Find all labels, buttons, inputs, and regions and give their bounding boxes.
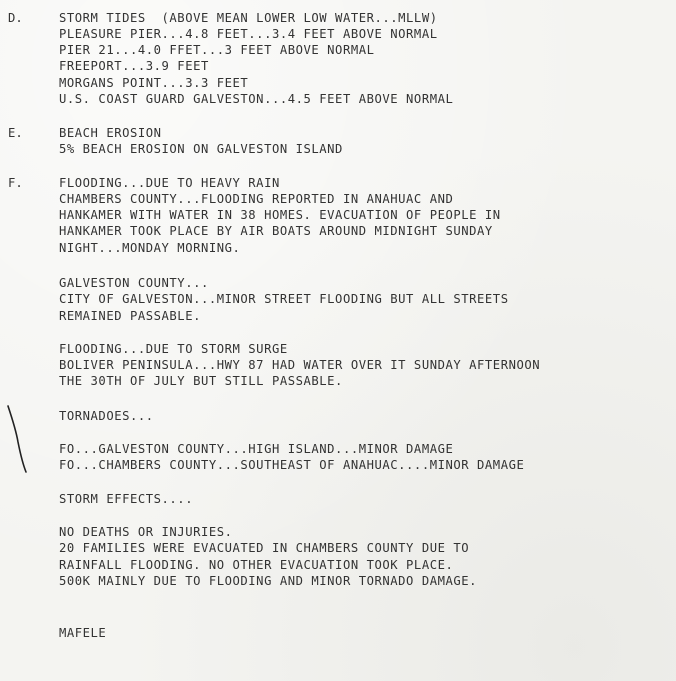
text-line: THE 30TH OF JULY BUT STILL PASSABLE. — [59, 374, 343, 388]
section-label-f: F. — [8, 176, 23, 190]
pen-mark-icon — [2, 404, 32, 474]
text-line: FLOODING...DUE TO STORM SURGE — [59, 342, 288, 356]
text-line: CHAMBERS COUNTY...FLOODING REPORTED IN ANAHUAC AND — [59, 192, 454, 206]
section-label-e: E. — [8, 126, 23, 140]
text-line: FO...GALVESTON COUNTY...HIGH ISLAND...MINOR DAMAGE — [59, 442, 454, 456]
text-line: 5% BEACH EROSION ON GALVESTON ISLAND — [59, 142, 343, 156]
text-line: PIER 21...4.0 FFET...3 FEET ABOVE NORMAL — [59, 43, 375, 57]
text-line: BOLIVER PENINSULA...HWY 87 HAD WATER OVER IT SUNDAY AFTERNOON — [59, 358, 541, 372]
text-line: REMAINED PASSABLE. — [59, 309, 201, 323]
text-line: 20 FAMILIES WERE EVACUATED IN CHAMBERS COUNTY DUE TO — [59, 541, 470, 555]
text-line: FLOODING...DUE TO HEAVY RAIN — [59, 176, 280, 190]
text-line: GALVESTON COUNTY... — [59, 276, 209, 290]
section-label-d: D. — [8, 11, 23, 25]
author-signature: MAFELE — [59, 626, 107, 640]
text-line: BEACH EROSION — [59, 126, 162, 140]
text-line: FREEPORT...3.9 FEET — [59, 59, 209, 73]
text-line: STORM EFFECTS.... — [59, 492, 194, 506]
text-line: U.S. COAST GUARD GALVESTON...4.5 FEET ABOVE NORMAL — [59, 92, 454, 106]
text-line: MORGANS POINT...3.3 FEET — [59, 76, 249, 90]
text-line: RAINFALL FLOODING. NO OTHER EVACUATION TOOK PLACE. — [59, 558, 454, 572]
text-line: FO...CHAMBERS COUNTY...SOUTHEAST OF ANAHUAC....MINOR DAMAGE — [59, 458, 525, 472]
text-line: TORNADOES... — [59, 409, 154, 423]
text-line: NIGHT...MONDAY MORNING. — [59, 241, 241, 255]
text-line: 500K MAINLY DUE TO FLOODING AND MINOR TORNADO DAMAGE. — [59, 574, 478, 588]
text-line: NO DEATHS OR INJURIES. — [59, 525, 233, 539]
text-line: HANKAMER WITH WATER IN 38 HOMES. EVACUATION OF PEOPLE IN — [59, 208, 501, 222]
text-line: PLEASURE PIER...4.8 FEET...3.4 FEET ABOVE NORMAL — [59, 27, 438, 41]
text-line: STORM TIDES (ABOVE MEAN LOWER LOW WATER...MLLW) — [59, 11, 438, 25]
text-line: HANKAMER TOOK PLACE BY AIR BOATS AROUND MIDNIGHT SUNDAY — [59, 224, 493, 238]
text-line: CITY OF GALVESTON...MINOR STREET FLOODING BUT ALL STREETS — [59, 292, 509, 306]
